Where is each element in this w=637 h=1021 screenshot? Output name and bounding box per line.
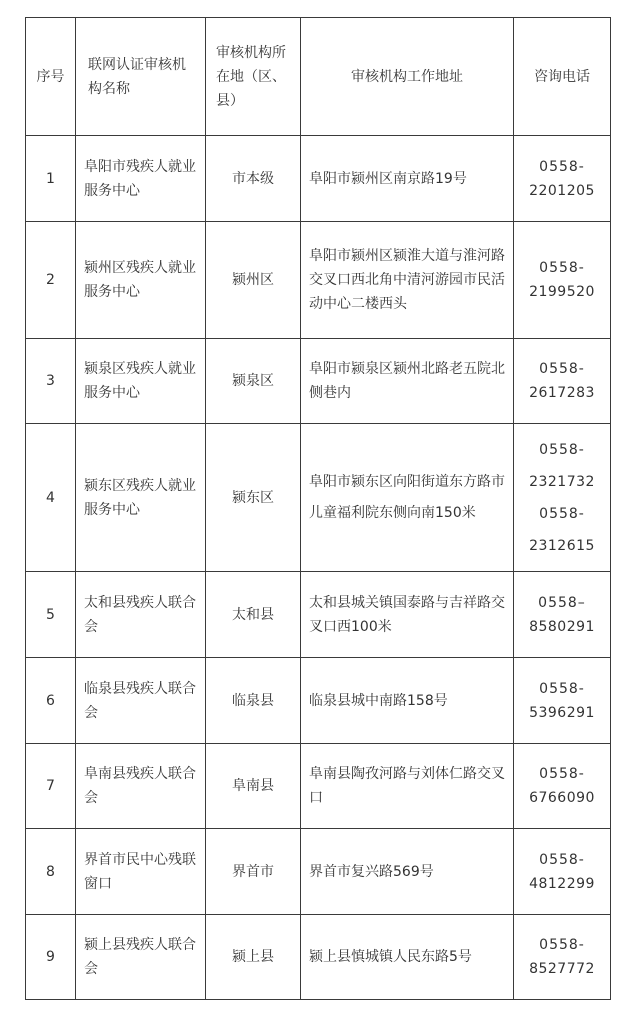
row-index: 2 [26, 222, 76, 339]
org-name: 临泉县残疾人联合会 [76, 658, 206, 744]
phone [514, 572, 611, 658]
table-row [26, 744, 611, 829]
location: 颍上县 [206, 915, 301, 1000]
phone-prefix: 0558- [539, 158, 585, 175]
phone-number: 2312615 [529, 537, 595, 554]
location: 太和县 [206, 572, 301, 658]
address: 阜阳市颍泉区颍州北路老五院北侧巷内 [301, 339, 514, 424]
address: 阜阳市颍州区颍淮大道与淮河路交叉口西北角中清河游园市民活动中心二楼西头 [301, 222, 514, 339]
header-index: 序号 [26, 18, 76, 136]
phone-prefix: 0558- [539, 505, 585, 522]
header-row [26, 18, 611, 136]
row-index: 6 [26, 658, 76, 744]
row-index: 7 [26, 744, 76, 829]
address: 阜南县陶孜河路与刘体仁路交叉口 [301, 744, 514, 829]
location: 市本级 [206, 136, 301, 222]
location: 颍东区 [206, 424, 301, 572]
location: 颍州区 [206, 222, 301, 339]
table-row [26, 424, 611, 572]
phone-number: 8580291 [529, 618, 595, 635]
address: 阜阳市颍州区南京路19号 [301, 136, 514, 222]
org-name: 阜南县残疾人联合会 [76, 744, 206, 829]
table-row [26, 915, 611, 1000]
row-index: 9 [26, 915, 76, 1000]
phone-prefix: 0558- [539, 851, 585, 868]
service-center-table [25, 17, 611, 1000]
phone-prefix: 0558- [539, 766, 585, 782]
row-index: 5 [26, 572, 76, 658]
row-index: 1 [26, 136, 76, 222]
address: 界首市复兴路569号 [301, 829, 514, 915]
header-org-name: 联网认证审核机构名称 [76, 18, 206, 136]
phone [514, 829, 611, 915]
phone-prefix: 0558- [539, 441, 585, 458]
org-name: 颍东区残疾人就业服务中心 [76, 424, 206, 572]
phone-prefix: 0558- [539, 260, 585, 276]
table-row [26, 572, 611, 658]
row-index: 8 [26, 829, 76, 915]
phone-number: 2321732 [529, 473, 595, 490]
phone [514, 658, 611, 744]
org-name: 颍州区残疾人就业服务中心 [76, 222, 206, 339]
phone-number: 6766090 [529, 790, 595, 806]
phone-prefix: 0558- [539, 680, 585, 697]
phone [514, 339, 611, 424]
phone-number: 2201205 [529, 182, 595, 199]
org-name: 颍上县残疾人联合会 [76, 915, 206, 1000]
phone-prefix: 0558- [539, 937, 585, 953]
location: 阜南县 [206, 744, 301, 829]
org-name: 界首市民中心残联窗口 [76, 829, 206, 915]
phone-prefix: 0558– [538, 594, 586, 611]
row-index: 4 [26, 424, 76, 572]
phone-number: 8527772 [529, 961, 595, 977]
phone-number: 4812299 [529, 875, 595, 892]
phone [514, 744, 611, 829]
table-row [26, 829, 611, 915]
header-location: 审核机构所在地（区、县） [206, 18, 301, 136]
phone-number: 2199520 [529, 284, 595, 300]
header-phone: 咨询电话 [514, 18, 611, 136]
phone [514, 136, 611, 222]
phone [514, 222, 611, 339]
address: 太和县城关镇国泰路与吉祥路交叉口西100米 [301, 572, 514, 658]
phone-prefix: 0558- [539, 361, 585, 377]
location: 界首市 [206, 829, 301, 915]
table-row [26, 339, 611, 424]
address: 颍上县慎城镇人民东路5号 [301, 915, 514, 1000]
org-name: 颍泉区残疾人就业服务中心 [76, 339, 206, 424]
phone [514, 915, 611, 1000]
address: 阜阳市颍东区向阳街道东方路市儿童福利院东侧向南150米 [301, 424, 514, 572]
table-row [26, 136, 611, 222]
table-row [26, 222, 611, 339]
header-address: 审核机构工作地址 [301, 18, 514, 136]
phone-number: 5396291 [529, 704, 595, 721]
table-row [26, 658, 611, 744]
location: 颍泉区 [206, 339, 301, 424]
location: 临泉县 [206, 658, 301, 744]
phone-number: 2617283 [529, 385, 595, 401]
org-name: 太和县残疾人联合会 [76, 572, 206, 658]
address: 临泉县城中南路158号 [301, 658, 514, 744]
row-index: 3 [26, 339, 76, 424]
phone [514, 424, 611, 572]
org-name: 阜阳市残疾人就业服务中心 [76, 136, 206, 222]
